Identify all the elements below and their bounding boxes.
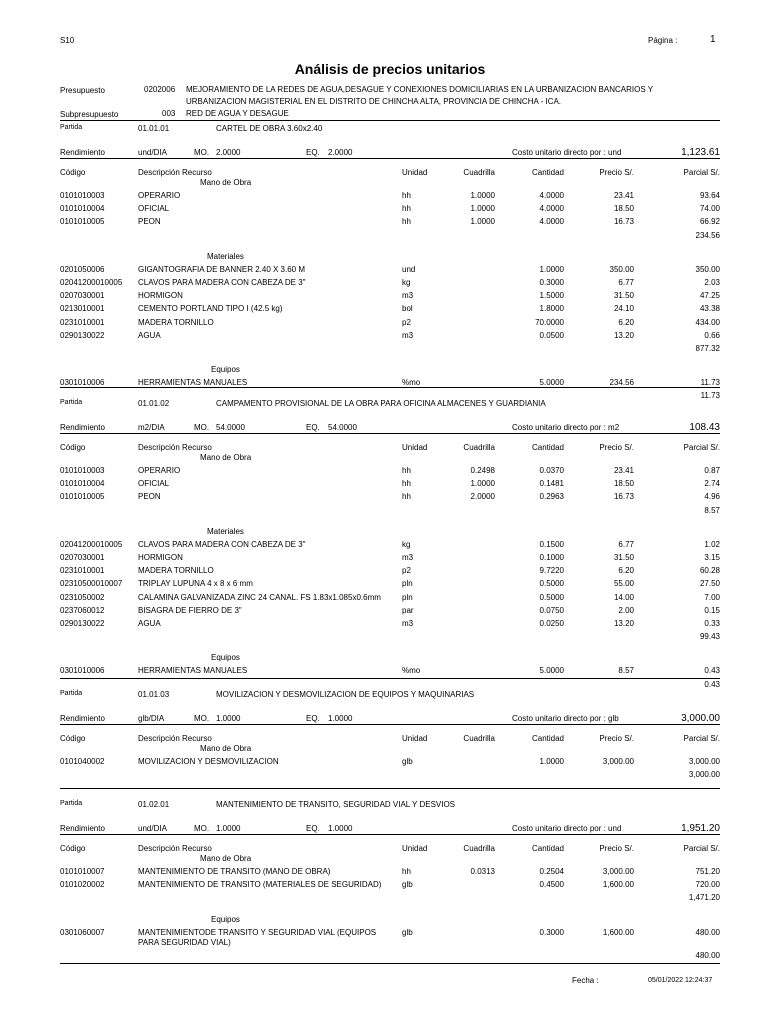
resource-cantidad: 0.5000 (539, 579, 564, 589)
resource-code: 02310500010007 (60, 579, 123, 589)
eq-value: 54.0000 (328, 423, 357, 432)
resource-cuadrilla: 0.0313 (470, 867, 495, 876)
resource-precio: 6.20 (618, 317, 634, 327)
resource-code: 0101010004 (60, 204, 105, 214)
resource-desc: OFICIAL (138, 479, 170, 489)
resource-cantidad: 0.0500 (539, 330, 564, 340)
resource-cuadrilla: 2.0000 (470, 492, 495, 502)
section-equipos: Equipos (211, 653, 240, 663)
resource-precio: 23.41 (613, 466, 634, 475)
mo-label: MO. (194, 824, 210, 833)
col-precio: Precio S/. (599, 168, 634, 177)
resource-parcial: 480.00 (695, 927, 720, 937)
presupuesto-desc-1: MEJORAMIENTO DE LA REDES DE AGUA,DESAGUE Y CONEXIONES DOMICILIARIAS EN LA URBANIZACION BANCARIOS Y (186, 85, 654, 94)
page-title: Análisis de precios unitarios (294, 61, 486, 77)
resource-parcial: 3,000.00 (688, 757, 720, 766)
resource-desc: HORMIGON (138, 291, 183, 301)
partida-name: MOVILIZACION Y DESMOVILIZACION DE EQUIPOS Y MAQUINARIAS (216, 690, 475, 699)
resource-unit: hh (402, 204, 411, 214)
resource-code: 0101010005 (60, 492, 105, 502)
resource-code: 0231010001 (60, 317, 105, 327)
resource-cantidad: 4.0000 (539, 191, 564, 200)
resource-code: 0207030001 (60, 553, 105, 562)
section-mano-obra: Mano de Obra (200, 178, 252, 187)
col-parcial: Parcial S/. (683, 734, 720, 743)
partida-name: MANTENIMIENTO DE TRANSITO, SEGURIDAD VIAL Y DESVIOS (216, 800, 456, 809)
resource-precio: 16.73 (613, 492, 634, 502)
resource-unit: glb (402, 880, 413, 890)
resource-cantidad: 0.1000 (539, 553, 564, 562)
resource-precio: 23.41 (613, 191, 634, 200)
resource-cantidad: 0.4500 (539, 880, 564, 890)
resource-precio: 6.20 (618, 566, 634, 576)
col-codigo: Código (60, 168, 86, 177)
resource-code: 0101010007 (60, 867, 105, 876)
resource-desc: MOVILIZACION Y DESMOVILIZACION (138, 757, 279, 766)
resource-cuadrilla: 1.0000 (470, 204, 495, 214)
costo-label: Costo unitario directo por : glb (512, 714, 619, 723)
resource-parcial: 2.03 (704, 278, 720, 287)
col-cuadrilla: Cuadrilla (463, 168, 495, 177)
partida-code: 01.01.02 (138, 399, 170, 408)
partida-label: Partida (60, 800, 83, 807)
resource-parcial: 27.50 (699, 579, 720, 589)
resource-unit: bol (402, 304, 413, 314)
resource-code: 0101010004 (60, 479, 105, 489)
rendimiento-label: Rendimiento (60, 714, 105, 723)
section-materiales: Materiales (207, 526, 244, 536)
resource-parcial: 4.96 (704, 492, 720, 502)
section-mano-obra: Mano de Obra (200, 453, 252, 462)
resource-unit: m3 (402, 291, 414, 301)
partida-code: 01.01.03 (138, 690, 170, 699)
resource-precio: 2.00 (618, 605, 634, 615)
rendimiento-value: m2/DIA (138, 423, 165, 432)
resource-parcial: 2.74 (704, 479, 720, 489)
resource-desc: MANTENIMIENTO DE TRANSITO (MANO DE OBRA) (138, 867, 331, 876)
subpresupuesto-label: Subpresupuesto (60, 110, 119, 119)
resource-parcial: 11.73 (700, 378, 720, 388)
divider (60, 963, 720, 964)
resource-parcial: 43.38 (699, 304, 720, 314)
resource-cantidad: 0.1500 (539, 539, 564, 549)
rendimiento-label: Rendimiento (60, 423, 105, 432)
subpresupuesto-desc: RED DE AGUA Y DESAGUE (186, 109, 289, 118)
resource-code: 0290130022 (60, 330, 105, 340)
resource-desc: MANTENIMIENTO DE TRANSITO (MATERIALES DE SEGURIDAD) (138, 880, 382, 890)
presupuesto-label: Presupuesto (60, 86, 105, 95)
col-cuadrilla: Cuadrilla (463, 443, 495, 452)
resource-desc: PARA SEGURIDAD VIAL) (138, 937, 231, 947)
resource-unit: kg (402, 278, 411, 287)
resource-code: 0301060007 (60, 927, 105, 937)
resource-cuadrilla: 1.0000 (470, 191, 495, 200)
resource-code: 0101010003 (60, 466, 105, 475)
section-total: 1,471.20 (688, 893, 720, 903)
resource-precio: 31.50 (613, 553, 634, 562)
resource-cantidad: 0.1481 (539, 479, 564, 489)
col-unidad: Unidad (402, 443, 428, 452)
resource-unit: hh (402, 466, 411, 475)
resource-unit: kg (402, 539, 411, 549)
divider (60, 120, 720, 121)
rendimiento-label: Rendimiento (60, 148, 105, 157)
col-parcial: Parcial S/. (683, 443, 720, 452)
resource-precio: 1,600.00 (602, 927, 634, 937)
subpresupuesto-code: 003 (162, 109, 176, 118)
resource-parcial: 0.33 (704, 619, 720, 628)
costo-value: 108.43 (689, 422, 720, 433)
resource-cantidad: 0.0750 (539, 605, 564, 615)
section-total: 234.56 (695, 230, 720, 240)
resource-unit: hh (402, 867, 411, 876)
col-precio: Precio S/. (599, 734, 634, 743)
resource-unit: glb (402, 927, 413, 937)
resource-desc: OFICIAL (138, 204, 170, 214)
resource-cantidad: 70.0000 (535, 317, 564, 327)
eq-value: 1.0000 (328, 824, 353, 833)
resource-cantidad: 5.0000 (539, 378, 564, 388)
resource-desc: OPERARIO (138, 466, 181, 475)
resource-unit: p2 (402, 317, 411, 327)
resource-desc: BISAGRA DE FIERRO DE 3" (138, 605, 242, 615)
partida-name: CARTEL DE OBRA 3.60x2.40 (216, 124, 323, 133)
resource-code: 0201050006 (60, 264, 105, 274)
resource-code: 0101040002 (60, 757, 105, 766)
section-mano-obra: Mano de Obra (200, 744, 252, 753)
resource-desc: MADERA TORNILLO (138, 317, 214, 327)
resource-cantidad: 5.0000 (539, 666, 564, 676)
col-unidad: Unidad (402, 168, 428, 177)
resource-code: 0101010003 (60, 191, 105, 200)
resource-unit: hh (402, 492, 411, 502)
resource-parcial: 60.28 (699, 566, 720, 576)
resource-precio: 16.73 (613, 217, 634, 227)
resource-code: 0301010006 (60, 666, 105, 676)
resource-desc: CEMENTO PORTLAND TIPO I (42.5 kg) (138, 304, 283, 314)
resource-precio: 6.77 (618, 539, 634, 549)
resource-precio: 234.56 (609, 378, 634, 388)
resource-parcial: 0.66 (704, 330, 720, 340)
section-total: 99.43 (699, 632, 720, 642)
resource-code: 02041200010005 (60, 539, 123, 549)
costo-label: Costo unitario directo por : und (512, 824, 622, 833)
resource-desc: CLAVOS PARA MADERA CON CABEZA DE 3" (138, 278, 306, 287)
resource-code: 0290130022 (60, 619, 105, 628)
resource-desc: OPERARIO (138, 191, 181, 200)
eq-label: EQ. (306, 714, 320, 723)
resource-cantidad: 1.0000 (539, 757, 564, 766)
eq-label: EQ. (306, 148, 320, 157)
fecha-value: 05/01/2022 12:24:37 (648, 977, 713, 984)
col-descripcion: Descripción Recurso (138, 734, 212, 743)
presupuesto-desc-2: URBANIZACION MAGISTERIAL EN EL DISTRITO DE CHINCHA ALTA, PROVINCIA DE CHINCHA - ICA. (186, 97, 562, 106)
col-parcial: Parcial S/. (683, 168, 720, 177)
resource-desc: AGUA (138, 330, 161, 340)
eq-label: EQ. (306, 423, 320, 432)
rendimiento-label: Rendimiento (60, 824, 105, 833)
mo-value: 1.0000 (216, 714, 241, 723)
resource-precio: 24.10 (613, 304, 634, 314)
col-parcial: Parcial S/. (683, 844, 720, 853)
resource-precio: 18.50 (613, 204, 634, 214)
resource-desc: PEON (138, 217, 161, 227)
costo-label: Costo unitario directo por : m2 (512, 423, 620, 432)
resource-parcial: 720.00 (695, 880, 720, 890)
resource-cantidad: 1.0000 (539, 264, 564, 274)
costo-label: Costo unitario directo por : und (512, 148, 622, 157)
resource-desc: MADERA TORNILLO (138, 566, 214, 576)
resource-desc: AGUA (138, 619, 161, 628)
resource-cantidad: 1.5000 (539, 291, 564, 301)
resource-desc: CALAMINA GALVANIZADA ZINC 24 CANAL. FS 1.83x1.085x0.6mm (138, 592, 381, 602)
resource-precio: 1,600.00 (602, 880, 634, 890)
resource-cantidad: 0.0250 (539, 619, 564, 628)
col-unidad: Unidad (402, 734, 428, 743)
resource-desc: PEON (138, 492, 161, 502)
resource-parcial: 1.02 (704, 539, 720, 549)
resource-cuadrilla: 1.0000 (470, 217, 495, 227)
resource-parcial: 93.64 (699, 191, 720, 200)
rendimiento-value: und/DIA (138, 148, 167, 157)
resource-precio: 6.77 (618, 278, 634, 287)
resource-parcial: 47.25 (699, 291, 720, 301)
col-descripcion: Descripción Recurso (138, 443, 212, 452)
resource-parcial: 3.15 (704, 553, 720, 562)
divider (60, 387, 720, 388)
resource-cantidad: 0.2963 (539, 492, 564, 502)
section-materiales: Materiales (207, 251, 244, 261)
resource-desc: HERRAMIENTAS MANUALES (138, 666, 248, 676)
divider (60, 788, 720, 789)
resource-cantidad: 4.0000 (539, 217, 564, 227)
mo-value: 1.0000 (216, 824, 241, 833)
resource-parcial: 0.15 (704, 605, 720, 615)
col-cuadrilla: Cuadrilla (463, 844, 495, 853)
col-cuadrilla: Cuadrilla (463, 734, 495, 743)
costo-value: 3,000.00 (681, 713, 720, 724)
resource-precio: 3,000.00 (602, 867, 634, 876)
resource-parcial: 0.43 (704, 666, 720, 676)
fecha-label: Fecha : (572, 976, 599, 985)
resource-unit: par (402, 605, 414, 615)
section-equipos: Equipos (211, 914, 240, 924)
eq-value: 2.0000 (328, 148, 353, 157)
partida-label: Partida (60, 399, 83, 406)
costo-value: 1,123.61 (681, 147, 720, 158)
section-total: 8.57 (704, 505, 720, 515)
page-number: 1 (710, 34, 716, 45)
resource-cantidad: 0.5000 (539, 592, 564, 602)
col-cantidad: Cantidad (531, 734, 564, 743)
section-total: 877.32 (695, 344, 720, 353)
resource-unit: hh (402, 479, 411, 489)
resource-precio: 31.50 (613, 291, 634, 301)
col-codigo: Código (60, 844, 86, 853)
resource-cantidad: 0.0370 (539, 466, 564, 475)
eq-value: 1.0000 (328, 714, 353, 723)
resource-desc: TRIPLAY LUPUNA 4 x 8 x 6 mm (138, 579, 253, 589)
divider (60, 158, 720, 159)
resource-unit: glb (402, 757, 413, 766)
col-descripcion: Descripción Recurso (138, 168, 212, 177)
col-codigo: Código (60, 734, 86, 743)
resource-parcial: 66.92 (699, 217, 720, 227)
page-label: Página : (648, 36, 678, 45)
resource-cantidad: 0.2504 (539, 867, 564, 876)
rendimiento-value: glb/DIA (138, 714, 165, 723)
resource-unit: p2 (402, 566, 411, 576)
resource-code: 0101010005 (60, 217, 105, 227)
resource-code: 0231010001 (60, 566, 105, 576)
mo-label: MO. (194, 423, 210, 432)
partida-label: Partida (60, 690, 83, 697)
partida-code: 01.01.01 (138, 124, 170, 133)
resource-parcial: 434.00 (695, 317, 720, 327)
rendimiento-value: und/DIA (138, 824, 167, 833)
resource-precio: 14.00 (613, 592, 634, 602)
resource-code: 0101020002 (60, 880, 105, 890)
resource-unit: m3 (402, 553, 414, 562)
col-cantidad: Cantidad (531, 168, 564, 177)
resource-desc: HERRAMIENTAS MANUALES (138, 378, 248, 388)
partida-name: CAMPAMENTO PROVISIONAL DE LA OBRA PARA OFICINA ALMACENES Y GUARDIANIA (216, 399, 546, 408)
resource-precio: 18.50 (613, 479, 634, 489)
resource-unit: %mo (402, 378, 421, 388)
section-total: 480.00 (695, 950, 720, 960)
section-mano-obra: Mano de Obra (200, 854, 252, 863)
resource-precio: 13.20 (613, 330, 634, 340)
resource-parcial: 7.00 (704, 592, 720, 602)
resource-cantidad: 9.7220 (539, 566, 564, 576)
resource-unit: pln (402, 579, 413, 589)
resource-parcial: 74.00 (699, 204, 720, 214)
section-total: 3,000.00 (688, 770, 720, 780)
mo-value: 54.0000 (216, 423, 245, 432)
partida-code: 01.02.01 (138, 800, 170, 809)
col-precio: Precio S/. (599, 844, 634, 853)
col-cantidad: Cantidad (531, 844, 564, 853)
section-equipos: Equipos (211, 365, 240, 375)
resource-unit: pln (402, 592, 413, 602)
section-total: 11.73 (700, 391, 720, 401)
resource-code: 0213010001 (60, 304, 105, 314)
resource-parcial: 350.00 (695, 264, 720, 274)
eq-label: EQ. (306, 824, 320, 833)
presupuesto-code: 0202006 (144, 85, 176, 94)
resource-unit: hh (402, 191, 411, 200)
resource-unit: m3 (402, 330, 414, 340)
costo-value: 1,951.20 (681, 823, 720, 834)
divider (60, 724, 720, 725)
resource-cantidad: 0.3000 (539, 278, 564, 287)
resource-cantidad: 1.8000 (539, 304, 564, 314)
divider (60, 834, 720, 835)
col-cantidad: Cantidad (531, 443, 564, 452)
resource-desc: HORMIGON (138, 553, 183, 562)
resource-code: 0301010006 (60, 378, 105, 388)
col-precio: Precio S/. (599, 443, 634, 452)
resource-code: 02041200010005 (60, 278, 123, 287)
resource-precio: 3,000.00 (602, 757, 634, 766)
resource-parcial: 751.20 (695, 867, 720, 876)
resource-code: 0237060012 (60, 605, 105, 615)
resource-code: 0231050002 (60, 592, 105, 602)
col-codigo: Código (60, 443, 86, 452)
resource-unit: und (402, 264, 416, 274)
partida-label: Partida (60, 124, 83, 131)
resource-precio: 350.00 (609, 264, 634, 274)
mo-label: MO. (194, 148, 210, 157)
resource-unit: %mo (402, 666, 421, 676)
resource-cuadrilla: 1.0000 (470, 479, 495, 489)
resource-desc: MANTENIMIENTODE TRANSITO Y SEGURIDAD VIAL (EQUIPOS (138, 927, 377, 937)
resource-desc: CLAVOS PARA MADERA CON CABEZA DE 3" (138, 539, 306, 549)
resource-code: 0207030001 (60, 291, 105, 301)
section-total: 0.43 (704, 679, 720, 689)
resource-cantidad: 0.3000 (539, 927, 564, 937)
system-label: S10 (60, 36, 75, 45)
resource-precio: 8.57 (618, 666, 634, 676)
col-unidad: Unidad (402, 844, 428, 853)
resource-desc: GIGANTOGRAFIA DE BANNER 2.40 X 3.60 M (138, 264, 306, 274)
resource-unit: hh (402, 217, 411, 227)
mo-label: MO. (194, 714, 210, 723)
col-descripcion: Descripción Recurso (138, 844, 212, 853)
mo-value: 2.0000 (216, 148, 241, 157)
resource-cuadrilla: 0.2498 (470, 466, 495, 475)
resource-unit: m3 (402, 619, 414, 628)
resource-precio: 55.00 (613, 579, 634, 589)
resource-parcial: 0.87 (704, 466, 720, 475)
resource-cantidad: 4.0000 (539, 204, 564, 214)
divider (60, 433, 720, 434)
resource-precio: 13.20 (613, 619, 634, 628)
divider (60, 678, 720, 679)
